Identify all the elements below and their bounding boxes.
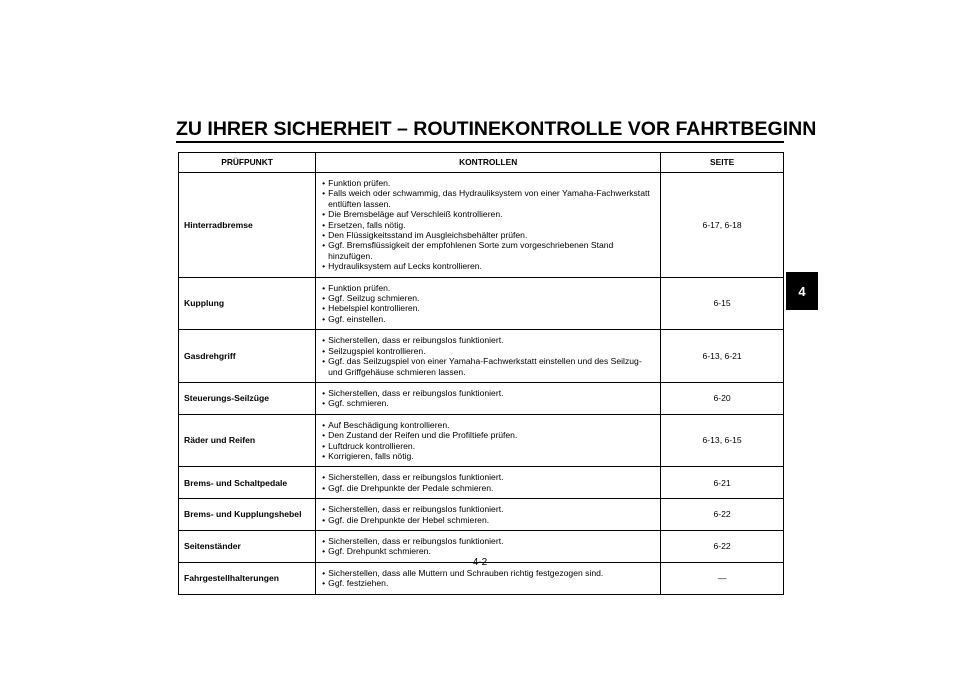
check-item: • Korrigieren, falls nötig.	[322, 451, 656, 461]
table-row	[179, 467, 784, 499]
section-tab: 4	[786, 272, 818, 310]
row-item: Brems- und Schaltpedale	[179, 467, 316, 499]
row-item: Seitenständer	[179, 530, 316, 562]
check-item: • Auf Beschädigung kontrollieren.	[322, 420, 656, 430]
row-item: Steuerungs-Seilzüge	[179, 382, 316, 414]
table-header-row	[179, 153, 784, 173]
check-item: • Falls weich oder schwammig, das Hydrauliksystem von einer Yamaha-Fachwerkstatt entlüften lassen.	[322, 188, 656, 209]
table-row	[179, 277, 784, 330]
row-page: 6-13, 6-21	[661, 330, 784, 383]
row-item: Fahrgestellhalterungen	[179, 562, 316, 594]
check-item: • Sicherstellen, dass er reibungslos funktioniert.	[322, 504, 656, 514]
table-row	[179, 330, 784, 383]
table-row	[179, 173, 784, 278]
check-item: • Ggf. Seilzug schmieren.	[322, 293, 656, 303]
check-item: • Hebelspiel kontrollieren.	[322, 303, 656, 313]
row-item: Räder und Reifen	[179, 414, 316, 467]
check-item: • Sicherstellen, dass er reibungslos funktioniert.	[322, 472, 656, 482]
header-checks: KONTROLLEN	[316, 153, 661, 173]
check-item: • Ggf. Bremsflüssigkeit der empfohlenen Sorte zum vorgeschriebenen Stand hinzufügen.	[322, 240, 656, 261]
check-item: • Den Flüssigkeitsstand im Ausgleichsbehälter prüfen.	[322, 230, 656, 240]
row-item: Brems- und Kupplungshebel	[179, 499, 316, 531]
page-title: ZU IHRER SICHERHEIT – ROUTINEKONTROLLE VOR FAHRTBEGINN	[176, 118, 817, 140]
row-checks	[316, 173, 661, 278]
checklist-table	[178, 152, 784, 595]
header-page: SEITE	[661, 153, 784, 173]
check-item: • Sicherstellen, dass er reibungslos funktioniert.	[322, 388, 656, 398]
page-number: 4-2	[472, 557, 488, 568]
row-page: 6-15	[661, 277, 784, 330]
check-item: • Ggf. schmieren.	[322, 398, 656, 408]
check-item: • Die Bremsbeläge auf Verschleiß kontrollieren.	[322, 209, 656, 219]
check-item: • Ggf. das Seilzugspiel von einer Yamaha-Fachwerkstatt einstellen und des Seilzug- und Griffgehäuse schmieren lassen.	[322, 356, 656, 377]
row-checks	[316, 277, 661, 330]
row-page: —	[661, 562, 784, 594]
row-checks	[316, 467, 661, 499]
title-rule	[176, 141, 784, 143]
row-checks	[316, 499, 661, 531]
row-checks	[316, 330, 661, 383]
check-item: • Funktion prüfen.	[322, 283, 656, 293]
row-page: 6-22	[661, 530, 784, 562]
table-row	[179, 499, 784, 531]
check-item: • Funktion prüfen.	[322, 178, 656, 188]
row-page: 6-17, 6-18	[661, 173, 784, 278]
check-item: • Ggf. die Drehpunkte der Pedale schmieren.	[322, 483, 656, 493]
row-checks	[316, 414, 661, 467]
check-item: • Sicherstellen, dass er reibungslos funktioniert.	[322, 536, 656, 546]
row-page: 6-21	[661, 467, 784, 499]
check-item: • Ersetzen, falls nötig.	[322, 220, 656, 230]
check-item: • Luftdruck kontrollieren.	[322, 441, 656, 451]
check-item: • Sicherstellen, dass er reibungslos funktioniert.	[322, 335, 656, 345]
row-checks	[316, 382, 661, 414]
check-item: • Ggf. einstellen.	[322, 314, 656, 324]
table-row	[179, 414, 784, 467]
check-item: • Sicherstellen, dass alle Muttern und Schrauben richtig festgezogen sind.	[322, 568, 656, 578]
check-item: • Hydrauliksystem auf Lecks kontrollieren.	[322, 261, 656, 271]
table-row	[179, 382, 784, 414]
row-page: 6-13, 6-15	[661, 414, 784, 467]
row-page: 6-20	[661, 382, 784, 414]
check-item: • Ggf. Drehpunkt schmieren.	[322, 546, 656, 556]
row-item: Hinterradbremse	[179, 173, 316, 278]
row-item: Gasdrehgriff	[179, 330, 316, 383]
check-item: • Ggf. die Drehpunkte der Hebel schmieren.	[322, 515, 656, 525]
check-item: • Ggf. festziehen.	[322, 578, 656, 588]
row-item: Kupplung	[179, 277, 316, 330]
row-page: 6-22	[661, 499, 784, 531]
check-item: • Seilzugspiel kontrollieren.	[322, 346, 656, 356]
header-item: PRÜFPUNKT	[179, 153, 316, 173]
check-item: • Den Zustand der Reifen und die Profiltiefe prüfen.	[322, 430, 656, 440]
